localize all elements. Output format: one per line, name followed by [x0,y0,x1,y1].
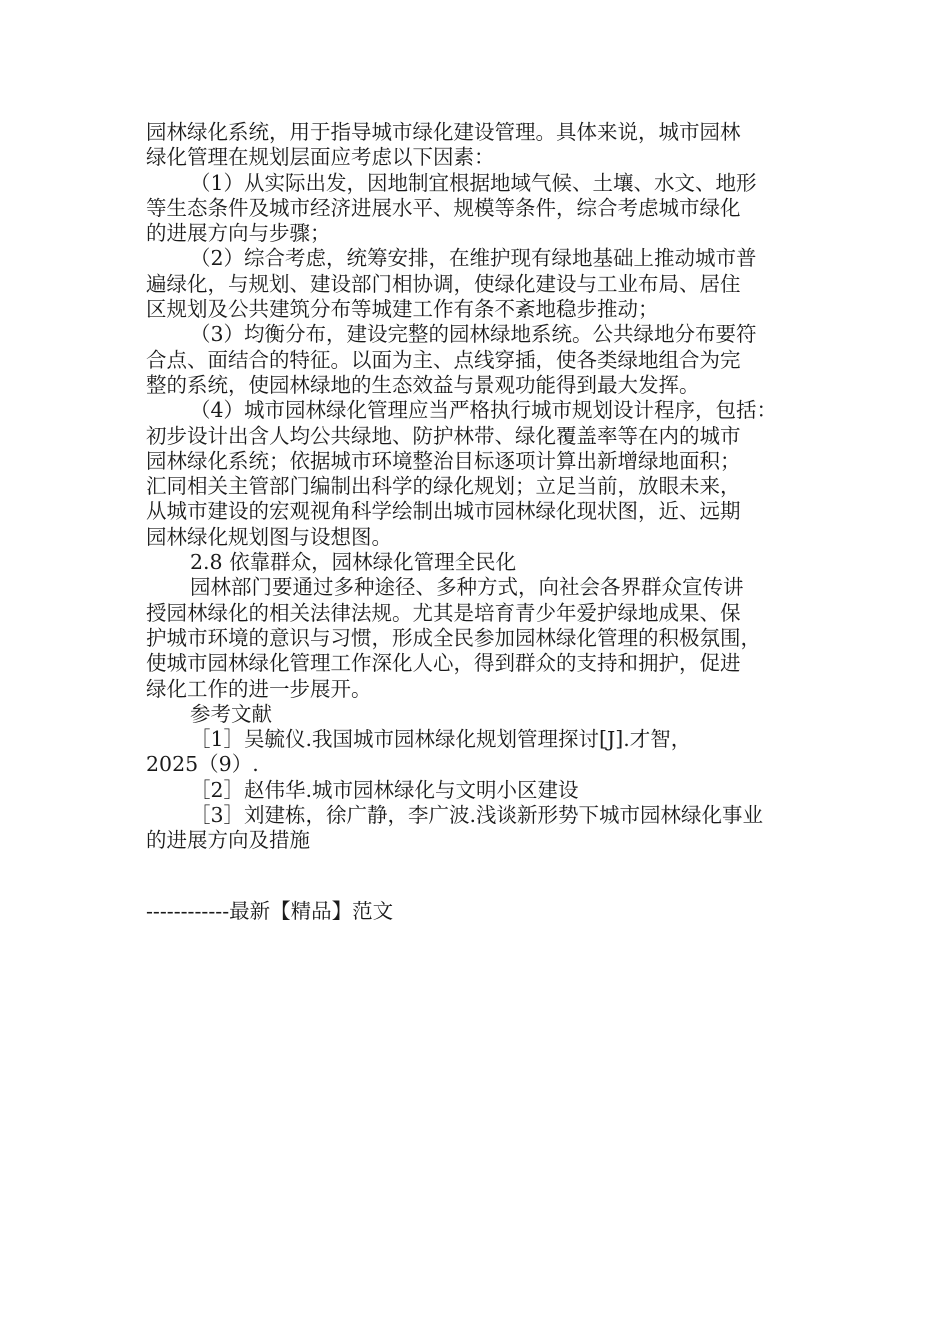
text-line: 初步设计出含人均公共绿地、防护林带、绿化覆盖率等在内的城市 [146,423,741,448]
text-line: 2025（9）. [146,752,259,777]
text-line: 护城市环境的意识与习惯，形成全民参加园林绿化管理的积极氛围， [146,625,761,650]
text-line: 整的系统，使园林绿地的生态效益与景观功能得到最大发挥。 [146,372,700,397]
text-line: ［2］赵伟华.城市园林绿化与文明小区建设 [190,777,579,802]
document-body [146,120,826,854]
text-line: 遍绿化，与规划、建设部门相协调，使绿化建设与工业布局、居住 [146,271,741,296]
text-line: 授园林绿化的相关法律法规。尤其是培育青少年爱护绿地成果、保 [146,600,741,625]
text-line: 绿化管理在规划层面应考虑以下因素： [146,145,495,170]
text-line: （2）综合考虑，统筹安排，在维护现有绿地基础上推动城市普 [190,246,757,271]
text-line: 绿化工作的进一步展开。 [146,676,372,701]
text-line: 从城市建设的宏观视角科学绘制出城市园林绿化现状图，近、远期 [146,499,741,524]
text-line: 参考文献 [190,701,272,726]
text-line: ［3］刘建栋，徐广静，李广波.浅谈新形势下城市园林绿化事业 [190,803,764,828]
text-line: 园林绿化系统，用于指导城市绿化建设管理。具体来说，城市园林 [146,120,741,144]
text-line: 区规划及公共建筑分布等城建工作有条不紊地稳步推动； [146,297,659,322]
text-line: ［1］吴毓仪.我国城市园林绿化规划管理探讨[J].才智， [190,727,692,752]
text-line: 合点、面结合的特征。以面为主、点线穿插，使各类绿地组合为完 [146,347,741,372]
text-line: （4）城市园林绿化管理应当严格执行城市规划设计程序，包括： [190,398,778,423]
text-line: 园林绿化系统；依据城市环境整治目标逐项计算出新增绿地面积； [146,448,741,473]
text-line: 的进展方向及措施 [146,828,310,853]
text-line: 使城市园林绿化管理工作深化人心，得到群众的支持和拥护，促进 [146,651,741,676]
text-line: （3）均衡分布，建设完整的园林绿地系统。公共绿地分布要符 [190,322,757,347]
text-line: 汇同相关主管部门编制出科学的绿化规划；立足当前，放眼未来， [146,474,741,499]
text-line: 的进展方向与步骤； [146,221,331,246]
text-line: 园林绿化规划图与设想图。 [146,524,392,549]
text-line: （1）从实际出发，因地制宜根据地域气候、土壤、水文、地形 [190,170,757,195]
text-line: 等生态条件及城市经济进展水平、规模等条件，综合考虑城市绿化 [146,195,741,220]
text-line: 2.8 依靠群众，园林绿化管理全民化 [190,550,517,575]
footer-banner: ------------最新【精品】范文 [146,899,394,923]
text-line: 园林部门要通过多种途径、多种方式，向社会各界群众宣传讲 [190,575,744,600]
